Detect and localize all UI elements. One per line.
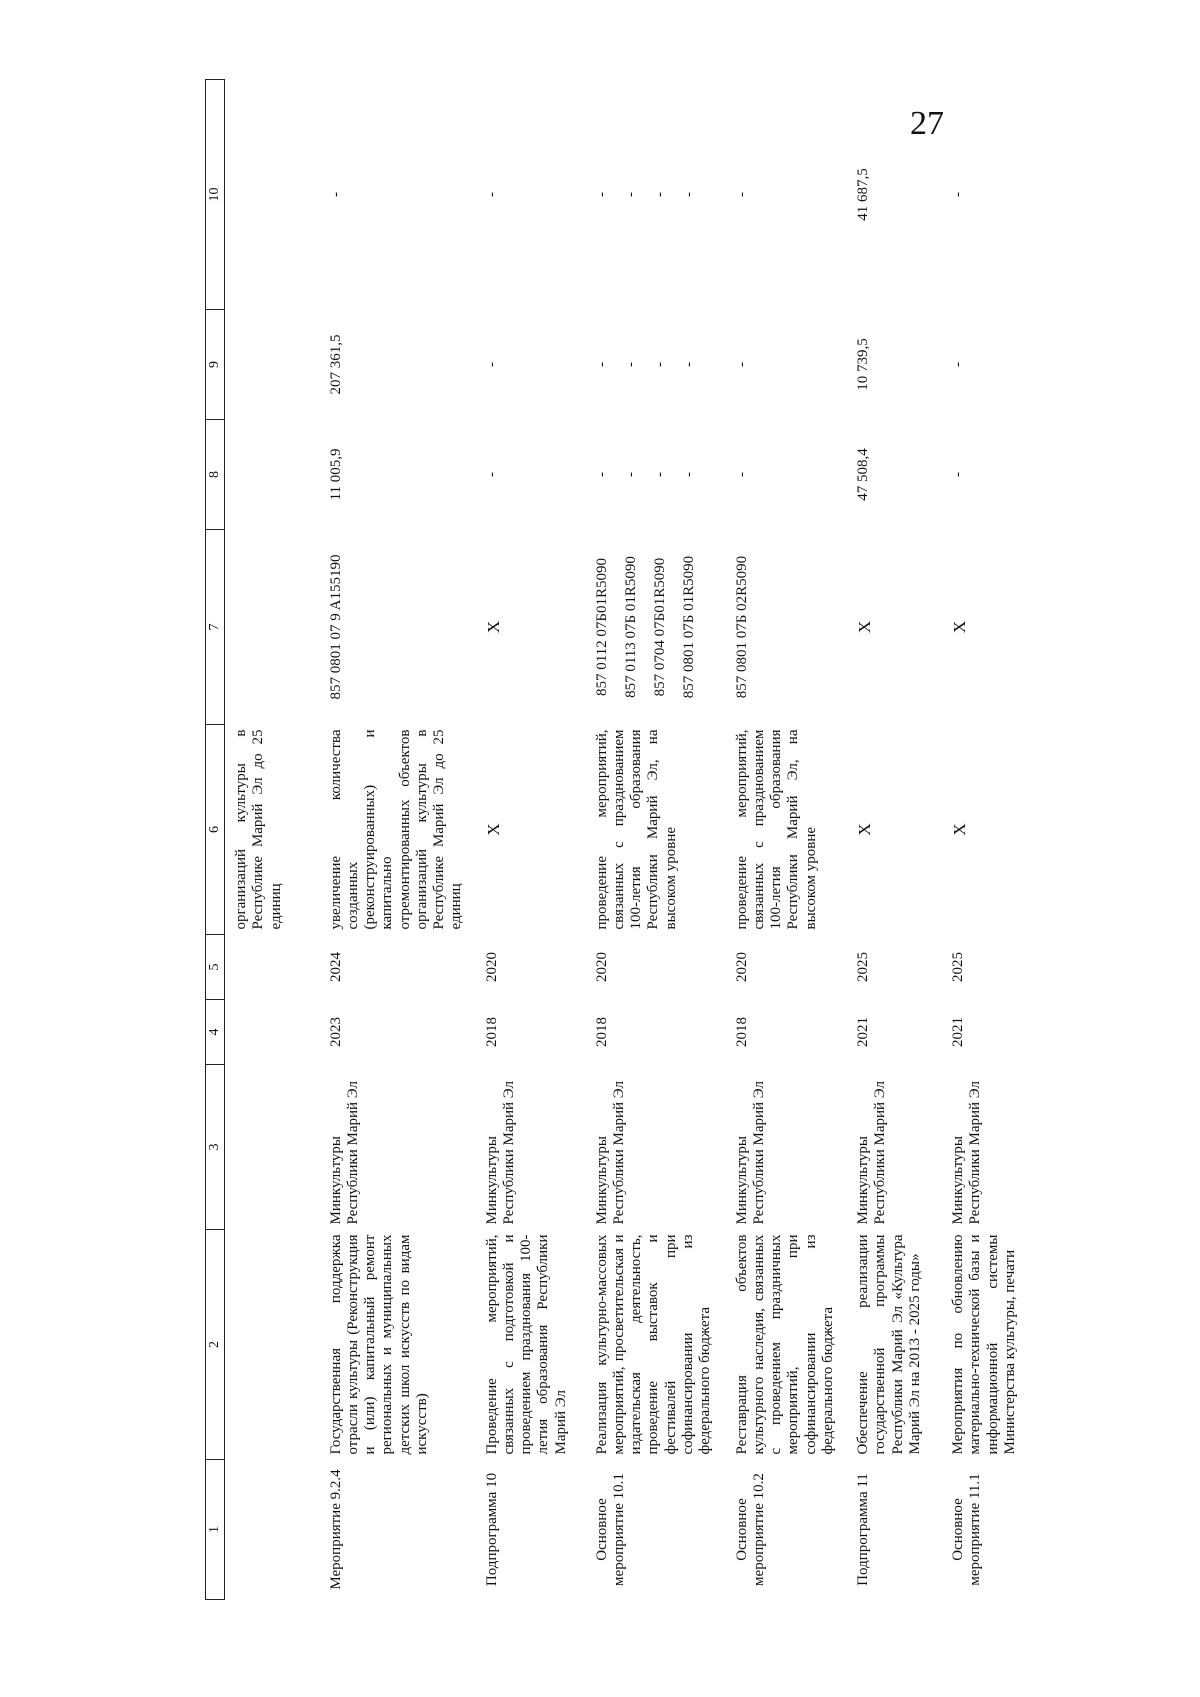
- budget-code-line: X: [950, 620, 969, 634]
- cell-end-year: [225, 935, 320, 1000]
- cell-budget-code: [726, 530, 848, 725]
- cell-budget-code: [225, 530, 320, 725]
- table-row: [225, 80, 320, 1600]
- cell-code: [225, 1460, 320, 1600]
- cell-end-year: 2020: [483, 952, 500, 982]
- cell-result: проведение мероприятий, связанных с празднованием 100-летия образования Республики Марий Эл, на высоком уровне: [593, 729, 679, 930]
- cell-executor: Минкультуры Республики Марий Эл: [327, 1081, 361, 1225]
- cell-value-9: -: [733, 362, 750, 367]
- cell-budget-code: [476, 530, 586, 725]
- value-line: -: [622, 362, 639, 367]
- cell-result: X: [855, 823, 874, 836]
- cell-name: Мероприятия по обновлению материально-технической базы и информационной системы Министерства культуры, печати: [950, 1234, 1018, 1455]
- cell-executor: Минкультуры Республики Марий Эл: [483, 1081, 517, 1225]
- column-number-header: [206, 80, 225, 1600]
- table-row: [726, 80, 848, 1600]
- cell-code: Основное мероприятие 10.1: [593, 1473, 627, 1586]
- column-header: 7: [206, 530, 225, 725]
- value-line: -: [681, 192, 698, 197]
- value-line: -: [681, 472, 698, 477]
- cell-result: организаций культуры в Республике Марий Эл до 25 единиц: [233, 729, 284, 930]
- column-header: 5: [206, 935, 225, 1000]
- cell-executor: Минкультуры Республики Марий Эл: [950, 1081, 984, 1225]
- cell-code: Подпрограмма 10: [483, 1472, 500, 1587]
- budget-code-line: 857 0801 07Б 02R5090: [733, 555, 750, 699]
- cell-name: Обеспечение реализации государственной программы Республики Марий Эл «Культура Марий Эл на 2013 - 2025 годы»: [855, 1234, 923, 1455]
- value-line: -: [622, 192, 639, 197]
- cell-value-9: -: [950, 362, 966, 367]
- value-line: -: [593, 192, 610, 197]
- cell-executor: Минкультуры Республики Марий Эл: [733, 1081, 767, 1225]
- cell-budget-code: [942, 530, 1032, 725]
- cell-result: X: [950, 823, 969, 836]
- column-header: 10: [206, 80, 225, 310]
- value-line: -: [622, 472, 639, 477]
- table-row: [586, 80, 726, 1600]
- cell-value-10: [225, 80, 320, 310]
- cell-start-year: 2021: [855, 1017, 871, 1047]
- cell-name: Реализация культурно-массовых мероприятий, просветительская и издательская деятельность, проведение выставок и фестивалей при софинансировании из федерального бюджета: [593, 1234, 713, 1455]
- cell-value-8: [586, 420, 726, 530]
- rotated-table-sheet: [205, 80, 1200, 1600]
- cell-value-9: 207 361,5: [327, 334, 344, 395]
- column-header: 4: [206, 1000, 225, 1065]
- cell-executor: Минкультуры Республики Марий Эл: [855, 1081, 889, 1225]
- value-line: -: [652, 362, 668, 367]
- cell-result: X: [483, 823, 503, 836]
- cell-budget-code: [586, 530, 726, 725]
- budget-code-line: X: [855, 620, 874, 634]
- cell-budget-code: [847, 530, 942, 725]
- cell-value-10: 41 687,5: [855, 168, 871, 221]
- cell-value-8: -: [483, 472, 500, 477]
- value-line: -: [593, 472, 610, 477]
- column-header: 3: [206, 1065, 225, 1230]
- cell-start-year: [225, 1000, 320, 1065]
- program-table: [205, 79, 1032, 1600]
- cell-budget-code: [320, 530, 476, 725]
- table-row: [942, 80, 1032, 1600]
- value-line: -: [652, 472, 668, 477]
- cell-value-9: [225, 310, 320, 420]
- cell-code: Основное мероприятие 10.2: [733, 1473, 767, 1586]
- cell-name: Проведение мероприятий, связанных с подготовкой и проведением празднования 100-летия образования Республики Марий Эл: [483, 1234, 569, 1455]
- cell-code: Основное мероприятие 11.1: [950, 1473, 984, 1586]
- cell-start-year: 2018: [483, 1017, 500, 1047]
- cell-name: Государственная поддержка отрасли культуры (Реконструкция и (или) капитальный ремонт региональных и муниципальных детских школ искусств по видам искусств): [327, 1234, 430, 1455]
- cell-executor: [225, 1065, 320, 1230]
- cell-end-year: 2020: [733, 952, 750, 982]
- cell-value-8: 47 508,4: [855, 448, 871, 501]
- value-line: -: [593, 362, 610, 367]
- cell-value-9: -: [483, 362, 500, 367]
- budget-code-line: 857 0801 07Б 01R5090: [681, 555, 698, 699]
- cell-executor: Минкультуры Республики Марий Эл: [593, 1081, 627, 1225]
- budget-code-line: 857 0704 07Б01R5090: [652, 557, 668, 697]
- cell-value-8: [225, 420, 320, 530]
- cell-start-year: 2018: [593, 1017, 610, 1047]
- cell-value-8: -: [950, 472, 966, 477]
- cell-value-10: -: [483, 192, 500, 197]
- cell-value-9: 10 739,5: [855, 338, 871, 391]
- cell-end-year: 2025: [855, 952, 871, 982]
- value-line: -: [681, 362, 698, 367]
- column-header: 9: [206, 310, 225, 420]
- cell-code: Мероприятие 9.2.4: [327, 1469, 344, 1590]
- page-number: 27: [910, 105, 944, 142]
- budget-code-line: 857 0112 07Б01R5090: [593, 557, 610, 697]
- column-header: 1: [206, 1460, 225, 1600]
- cell-code: Подпрограмма 11: [855, 1473, 871, 1586]
- budget-code-line: X: [483, 620, 503, 634]
- cell-start-year: 2023: [327, 1017, 344, 1047]
- cell-value-10: [586, 80, 726, 310]
- cell-name: Реставрация объектов культурного наследия, связанных с проведением праздничных мероприятий, при софинансировании из федерального бюджета: [733, 1234, 836, 1455]
- cell-value-10: -: [327, 192, 344, 197]
- budget-code-line: 857 0113 07Б 01R5090: [622, 556, 639, 698]
- column-header: 8: [206, 420, 225, 530]
- column-header: 2: [206, 1230, 225, 1460]
- cell-name: [225, 1230, 320, 1460]
- cell-result: проведение мероприятий, связанных с празднованием 100-летия образования Республики Марий Эл, на высоком уровне: [733, 729, 819, 930]
- value-line: -: [652, 192, 668, 197]
- table-row: [476, 80, 586, 1600]
- table-row: [320, 80, 476, 1600]
- cell-end-year: 2020: [593, 952, 610, 982]
- cell-value-10: -: [733, 192, 750, 197]
- budget-code-line: 857 0801 07 9 A155190: [327, 554, 344, 700]
- cell-value-9: [586, 310, 726, 420]
- cell-value-8: -: [733, 472, 750, 477]
- cell-start-year: 2018: [733, 1017, 750, 1047]
- cell-end-year: 2025: [950, 952, 966, 982]
- cell-end-year: 2024: [327, 952, 344, 982]
- cell-value-8: 11 005,9: [327, 448, 344, 501]
- cell-value-10: -: [950, 192, 966, 197]
- cell-result: увеличение количества созданных (реконструированных) и капитально отремонтированных объектов организаций культуры в Республике Марий Эл до 25 единиц: [327, 729, 465, 930]
- cell-start-year: 2021: [950, 1017, 966, 1047]
- column-header: 6: [206, 725, 225, 935]
- table-row: [847, 80, 942, 1600]
